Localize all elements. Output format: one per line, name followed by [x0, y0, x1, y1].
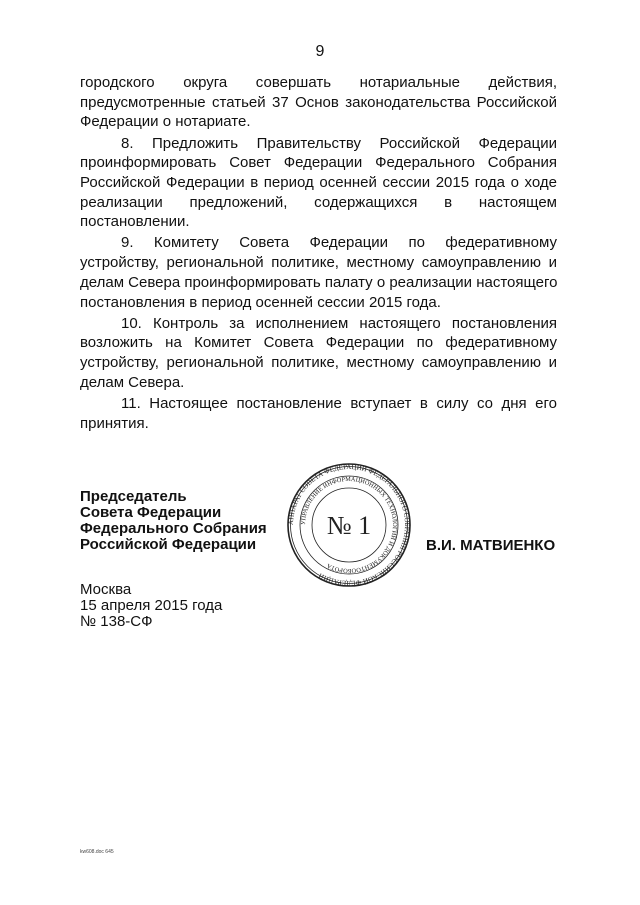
text-line: 8. Предложить Правительству Российской Федерации	[121, 134, 557, 152]
text-line: постановлении.	[80, 213, 190, 231]
signature-title-line: Совета Федерации	[80, 504, 222, 521]
signatory-name: В.И. МАТВИЕНКО	[426, 537, 556, 554]
text-line: 10. Контроль за исполнением настоящего постановления	[121, 314, 557, 332]
signature-title	[80, 489, 267, 553]
text-line: возложить на Комитет Совета Федерации по федеративному	[80, 334, 557, 352]
city: Москва	[80, 581, 132, 598]
signature-title-line: Федерального Собрания	[80, 520, 267, 537]
text-line: устройству, региональной политике, местному самоуправлению и	[80, 354, 557, 372]
text-line: предусмотренные статьей 37 Основ законодательства Российской	[80, 93, 557, 111]
text-line: 9. Комитету Совета Федерации по федеративному	[121, 234, 557, 252]
text-line: устройству, региональной политике, местному самоуправлению и	[80, 254, 557, 272]
paragraph	[80, 394, 557, 433]
text-line: принятия.	[80, 414, 149, 432]
signature-title-line: Российской Федерации	[80, 536, 257, 553]
paragraph	[80, 73, 557, 132]
text-line: 11. Настоящее постановление вступает в силу со дня его	[121, 394, 557, 412]
footer-filename: kw608.doc 645	[80, 849, 114, 855]
page-number: 9	[315, 43, 325, 60]
place-date-number	[80, 582, 222, 630]
official-stamp	[286, 462, 412, 588]
text-line: делам Севера.	[80, 373, 185, 391]
text-line: Федерации о нотариате.	[80, 113, 251, 131]
paragraph	[80, 314, 557, 393]
resolution-number: № 138-СФ	[80, 613, 153, 630]
text-line: городского округа совершать нотариальные действия,	[80, 74, 557, 91]
stamp-outer-text: АППАРАТ СОВЕТА ФЕДЕРАЦИИ ФЕДЕРАЛЬНОГО СОБРАНИЯ РОССИЙСКОЙ ФЕДЕРАЦИИ	[286, 462, 412, 588]
text-line: реализации предложений, содержащихся в настоящем	[80, 193, 557, 211]
paragraph	[80, 233, 557, 312]
date: 15 апреля 2015 года	[80, 597, 223, 614]
text-line: проинформировать Совет Федерации Федерального Собрания	[80, 154, 557, 172]
signature-title-line: Председатель	[80, 488, 187, 505]
paragraph	[80, 134, 557, 233]
document-body	[80, 73, 557, 435]
stamp-number: № 1	[326, 511, 372, 540]
stamp-inner-text: УПРАВЛЕНИЕ ИНФОРМАЦИОННЫХ ТЕХНОЛОГИЙ И ДОКУМЕНТООБОРОТА	[299, 475, 399, 575]
text-line: постановления в период осенней сессии 2015 года.	[80, 293, 441, 311]
text-line: делам Севера проинформировать палату о реализации настоящего	[80, 273, 558, 291]
text-line: Российской Федерации в период осенней сессии 2015 года о ходе	[80, 173, 557, 191]
